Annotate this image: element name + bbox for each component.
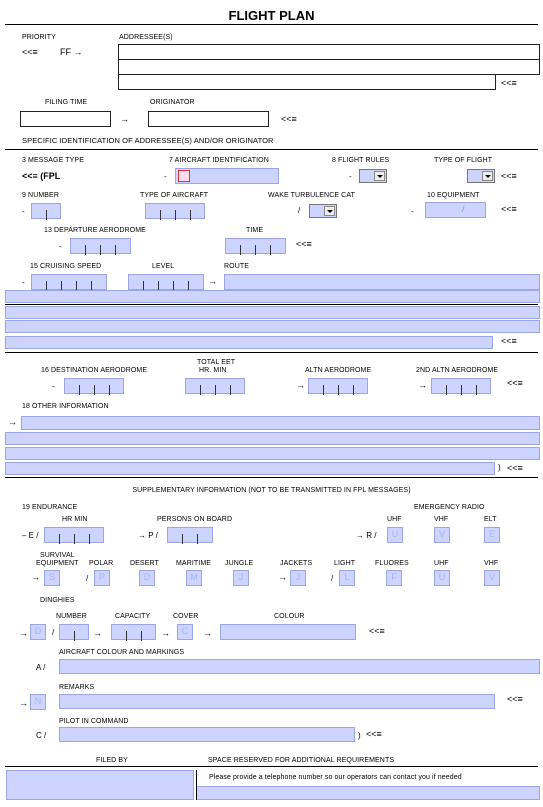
- altn2-label: 2ND ALTN AERODROME: [416, 367, 499, 374]
- originator-field[interactable]: [148, 111, 269, 127]
- filing-time-label: FILING TIME: [45, 99, 88, 106]
- destination-field[interactable]: [64, 378, 124, 394]
- pic-close: ): [358, 731, 361, 740]
- route-field-1[interactable]: [224, 274, 540, 290]
- persons-label: PERSONS ON BOARD: [157, 516, 233, 523]
- filed-by-field[interactable]: [6, 770, 194, 800]
- specific-id-label: SPECIFIC IDENTIFICATION OF ADDRESSEE(S) AND/OR ORIGINATOR: [22, 136, 274, 145]
- aircraft-id-cursor: [178, 170, 190, 182]
- chevron-down-icon: [374, 171, 385, 181]
- light-slash: /: [331, 574, 334, 583]
- cruising-speed-label: 15 CRUISING SPEED: [30, 263, 102, 270]
- jacket-light-box[interactable]: L: [339, 570, 355, 586]
- endurance-field[interactable]: [44, 527, 104, 543]
- radio-elt-label: ELT: [484, 516, 497, 523]
- total-eet-field[interactable]: [185, 378, 245, 394]
- item10-send-symbol: <<≡: [501, 204, 517, 214]
- altn-aerodrome-field[interactable]: [308, 378, 368, 394]
- remarks-field[interactable]: [59, 694, 495, 709]
- message-type-label: 3 MESSAGE TYPE: [22, 157, 84, 164]
- level-label: LEVEL: [152, 263, 175, 270]
- chevron-down-icon: [324, 206, 335, 216]
- number-slash: /: [52, 628, 55, 637]
- capacity-arrow: →: [93, 628, 102, 638]
- chevron-down-icon: [482, 171, 493, 181]
- radio-vhf-label: VHF: [434, 516, 449, 523]
- route-label: ROUTE: [224, 263, 249, 270]
- altn-arrow: →: [296, 380, 305, 390]
- remarks-arrow: →: [19, 698, 28, 708]
- priority-send-symbol: <<≡: [22, 47, 38, 57]
- aircraft-id-field[interactable]: [175, 168, 279, 184]
- reserved-label: SPACE RESERVED FOR ADDITIONAL REQUIREMENTS: [208, 757, 395, 764]
- polar-slash: /: [86, 574, 89, 583]
- aircraft-id-label: 7 AIRCRAFT IDENTIFICATION: [169, 157, 269, 164]
- jacket-light-label: LIGHT: [334, 560, 356, 567]
- route-field-5[interactable]: [5, 336, 493, 349]
- type-of-aircraft-field[interactable]: [145, 203, 205, 219]
- survival-desert-label: DESERT: [130, 560, 159, 567]
- addressee-send-symbol: <<≡: [501, 78, 517, 88]
- persons-field[interactable]: [167, 527, 213, 543]
- jackets-j-box[interactable]: J: [290, 570, 306, 586]
- title-divider: [5, 24, 538, 25]
- flight-rules-dash: -: [349, 172, 352, 181]
- radio-uhf-label: UHF: [387, 516, 402, 523]
- cover-arrow: →: [161, 628, 170, 638]
- departure-time-label: TIME: [246, 227, 264, 234]
- altn2-aerodrome-field[interactable]: [431, 378, 491, 394]
- jacket-vhf-box[interactable]: V: [484, 570, 500, 586]
- telephone-note: Please provide a telephone number so our operators can contact you if needed: [209, 774, 462, 781]
- destination-dash: -: [52, 382, 55, 391]
- fpl-divider: [5, 477, 538, 478]
- pic-label: PILOT IN COMMAND: [59, 718, 129, 725]
- type-of-flight-label: TYPE OF FLIGHT: [434, 157, 493, 164]
- other-info-arrow: →: [8, 417, 17, 427]
- colour-arrow: →: [203, 628, 212, 638]
- cruising-speed-field[interactable]: [31, 274, 107, 290]
- level-field[interactable]: [128, 274, 204, 290]
- jacket-fluores-box[interactable]: F: [386, 570, 402, 586]
- supplementary-title: SUPPLEMENTARY INFORMATION (NOT TO BE TRANSMITTED IN FPL MESSAGES): [132, 487, 411, 494]
- departure-aerodrome-field[interactable]: [70, 238, 131, 254]
- equipment-field[interactable]: [425, 202, 486, 218]
- survival-jungle-box[interactable]: J: [233, 570, 249, 586]
- dinghy-colour-field[interactable]: [220, 624, 356, 640]
- item13-send-symbol: <<≡: [296, 239, 312, 249]
- header-divider: [5, 149, 538, 150]
- dinghy-capacity-label: CAPACITY: [115, 613, 151, 620]
- destination-label: 16 DESTINATION AERODROME: [41, 367, 148, 374]
- filed-by-label: FILED BY: [96, 757, 128, 764]
- jacket-uhf-box[interactable]: U: [434, 570, 450, 586]
- dinghy-colour-label: COLOUR: [274, 613, 305, 620]
- form-title: FLIGHT PLAN: [228, 8, 315, 23]
- dinghies-send-symbol: <<≡: [369, 626, 385, 636]
- departure-dash: -: [59, 242, 62, 251]
- jacket-fluores-label: FLUORES: [375, 560, 409, 567]
- departure-aerodrome-label: 13 DEPARTURE AERODROME: [44, 227, 146, 234]
- aircraft-id-dash: -: [164, 172, 167, 181]
- route-field-4[interactable]: [5, 320, 540, 333]
- departure-time-field[interactable]: [225, 238, 286, 254]
- radio-vhf-box[interactable]: V: [434, 527, 450, 543]
- remarks-n-box[interactable]: N: [30, 694, 46, 710]
- aircraft-colour-a-prefix: A /: [36, 663, 46, 672]
- altn2-arrow: →: [418, 380, 427, 390]
- route-divider-1: [5, 304, 538, 305]
- equipment-dash: -: [411, 207, 414, 216]
- persons-p-prefix: → P /: [138, 531, 158, 540]
- addressees-label: ADDRESSEE(S): [119, 34, 173, 41]
- other-info-field-4[interactable]: [5, 462, 495, 475]
- pic-send-symbol: <<≡: [366, 729, 382, 739]
- survival-maritime-label: MARITIME: [176, 560, 212, 567]
- dinghy-cover-label: COVER: [173, 613, 199, 620]
- emergency-radio-label: EMERGENCY RADIO: [414, 504, 485, 511]
- originator-label: ORIGINATOR: [150, 99, 195, 106]
- eet-hrmin-label: HR. MIN: [199, 367, 227, 374]
- aircraft-colour-field[interactable]: [59, 659, 540, 674]
- other-info-label: 18 OTHER INFORMATION: [22, 403, 109, 410]
- wake-turbulence-label: WAKE TURBULENCE CAT: [268, 192, 355, 199]
- addressee-field-2[interactable]: [118, 59, 540, 75]
- radio-elt-box[interactable]: E: [484, 527, 500, 543]
- number-dash: -: [22, 207, 25, 216]
- speed-dash: -: [22, 278, 25, 287]
- jacket-uhf-label: UHF: [434, 560, 449, 567]
- type-of-flight-select[interactable]: [467, 169, 495, 183]
- equipment-slash: /: [462, 204, 465, 214]
- survival-jungle-label: JUNGLE: [225, 560, 254, 567]
- wake-slash: /: [298, 206, 301, 215]
- jacket-vhf-label: VHF: [484, 560, 499, 567]
- endurance-e-prefix: – E /: [22, 531, 39, 540]
- dinghies-label: DINGHIES: [40, 597, 75, 604]
- radio-r-prefix: → R /: [356, 531, 377, 540]
- survival-polar-label: POLAR: [89, 560, 114, 567]
- endurance-label: 19 ENDURANCE: [22, 504, 78, 511]
- altn-label: ALTN AERODROME: [305, 367, 372, 374]
- item16-send-symbol: <<≡: [507, 378, 523, 388]
- filing-time-field[interactable]: [20, 111, 111, 127]
- remarks-send-symbol: <<≡: [507, 694, 523, 704]
- other-info-field-1[interactable]: [21, 416, 540, 430]
- originator-send-symbol: <<≡: [281, 114, 297, 124]
- priority-ff: FF →: [60, 47, 83, 57]
- endurance-hrmin-label: HR MIN: [62, 516, 88, 523]
- number-label: 9 NUMBER: [22, 192, 59, 199]
- survival-arrow: →: [31, 572, 40, 582]
- dinghy-number-label: NUMBER: [56, 613, 87, 620]
- jackets-arrow: →: [278, 572, 287, 582]
- reserved-field[interactable]: [196, 786, 540, 800]
- other-info-field-2[interactable]: [5, 432, 540, 445]
- addressee-field-1[interactable]: [118, 44, 540, 60]
- survival-s-box[interactable]: S: [44, 570, 60, 586]
- jackets-label: JACKETS: [280, 560, 313, 567]
- filing-arrow: →: [120, 114, 129, 124]
- other-info-field-3[interactable]: [5, 447, 540, 460]
- remarks-label: REMARKS: [59, 684, 95, 691]
- dinghy-number-field[interactable]: [59, 624, 89, 640]
- aircraft-colour-label: AIRCRAFT COLOUR AND MARKINGS: [59, 649, 185, 656]
- survival-label: SURVIVAL: [40, 552, 75, 559]
- dinghies-arrow: →: [19, 628, 28, 638]
- route-divider-2: [5, 352, 538, 353]
- route-field-2[interactable]: [5, 290, 540, 303]
- survival-polar-box[interactable]: P: [94, 570, 110, 586]
- flight-rules-select[interactable]: [359, 169, 387, 183]
- radio-uhf-box[interactable]: U: [387, 527, 403, 543]
- item8-send-symbol: <<≡: [501, 171, 517, 181]
- other-info-send-symbol: <<≡: [507, 463, 523, 473]
- survival-maritime-box[interactable]: M: [186, 570, 202, 586]
- footer-divider: [196, 770, 197, 800]
- dinghy-cover-box[interactable]: C: [177, 624, 193, 640]
- route-field-3[interactable]: [5, 306, 540, 319]
- pic-field[interactable]: [59, 727, 355, 742]
- total-eet-label: TOTAL EET: [197, 359, 236, 366]
- equipment-label: 10 EQUIPMENT: [427, 192, 480, 199]
- type-of-aircraft-label: TYPE OF AIRCRAFT: [140, 192, 209, 199]
- other-info-close: ): [498, 463, 501, 472]
- route-send-symbol: <<≡: [501, 336, 517, 346]
- survival-equipment-label: EQUIPMENT: [36, 560, 79, 567]
- pic-c-prefix: C /: [36, 731, 47, 740]
- priority-label: PRIORITY: [22, 34, 56, 41]
- message-type-fpl: <<≡ (FPL: [22, 171, 61, 181]
- dinghy-capacity-field[interactable]: [111, 624, 156, 640]
- addressee-field-3[interactable]: [118, 74, 496, 90]
- dinghy-d-box[interactable]: D: [30, 624, 46, 640]
- flight-rules-label: 8 FLIGHT RULES: [332, 157, 390, 164]
- filed-by-divider: [5, 766, 538, 767]
- wake-turbulence-select[interactable]: [309, 204, 337, 218]
- survival-desert-box[interactable]: D: [139, 570, 155, 586]
- number-field[interactable]: [31, 203, 61, 219]
- route-arrow: →: [208, 276, 217, 286]
